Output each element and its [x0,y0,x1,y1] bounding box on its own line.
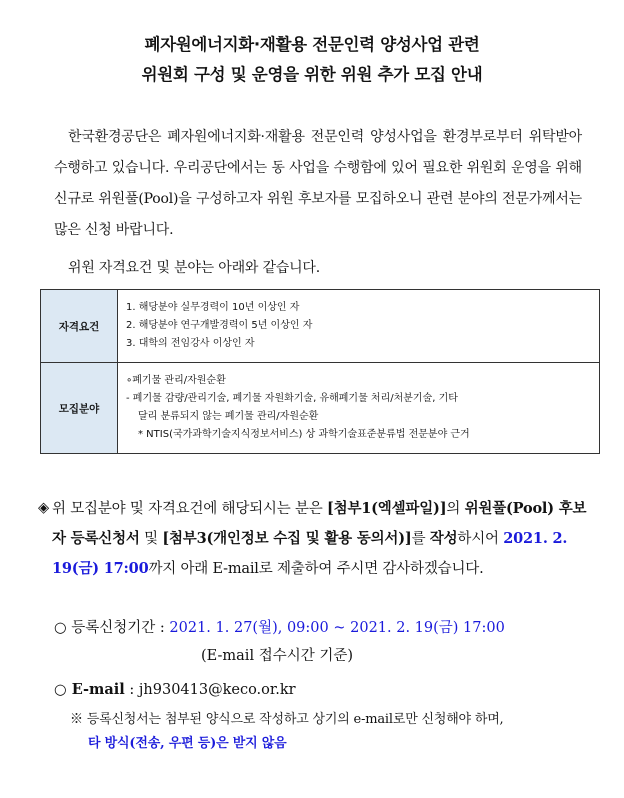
qualification-item: 1. 해당분야 실무경력이 10년 이상인 자 [126,302,300,313]
notice-text: 하시어 [457,531,504,547]
title-line-1: 폐자원에너지화·재활용 전문인력 양성사업 관련 [144,35,480,54]
qualification-item: 3. 대학의 전임강사 이상인 자 [126,338,255,349]
write-emphasis: 작성 [429,530,458,547]
form-name: 위원풀(Pool) 후보자 등록신청서 [52,500,587,547]
period-sub: (E-mail 접수시간 기준) [201,648,353,664]
attachment-1-label: [첨부1(엑셀파일)] [326,500,447,517]
lead-sentence: 위원 자격요건 및 분야는 아래와 같습니다. [68,260,321,276]
title-line-2: 위원회 구성 및 운영을 위한 위원 추가 모집 안내 [141,65,483,84]
notice-text: 까지 아래 E-mail로 제출하여 주시면 감사하겠습니다. [148,561,484,577]
submission-notice [38,494,592,584]
field-cell [118,363,600,454]
field-item: ∘폐기물 관리/자원순환 [126,375,226,386]
deadline: 2021. 2. 19(금) 17:00 [52,530,568,577]
notice-text: 의 [446,501,465,517]
attachment-3-label: [첨부3(개인정보 수집 및 활용 동의서)] [162,530,412,547]
email-address[interactable]: jh930413@keco.or.kr [138,682,296,698]
registration-period [54,614,505,670]
notice-text: 위 모집분야 및 자격요건에 해당되시는 분은 [52,501,327,517]
field-footnote: * NTIS(국가과학기술지식정보서비스) 상 과학기술표준분류법 전문분야 근거 [138,429,470,440]
field-header: 모집분야 [41,363,118,454]
field-item: - 폐기물 감량/관리기술, 폐기물 자원화기술, 유해폐기물 처리/처분기술, 기타 [126,393,458,404]
notice-text: 및 [139,531,163,547]
intro-paragraph: 한국환경공단은 폐자원에너지화·재활용 전문인력 양성사업을 환경부로부터 위탁받아 수행하고 있습니다. 우리공단에서는 동 사업을 수행함에 있어 필요한 위원회 운영을 위해 신규로 위원풀(Pool)을 구성하고자 위원 후보자를 모집하오니 관련 분야의 전문가께서는 많은 신청 바랍니다. [54,129,582,238]
notice-text: 를 [411,531,430,547]
email-line [54,676,296,704]
table-row-qualification [41,290,600,363]
footnote [70,708,590,756]
table-row-field [41,363,600,454]
requirements-table [40,289,600,454]
footnote-line-1: ※ 등록신청서는 첨부된 양식으로 작성하고 상기의 e-mail로만 신청해야 하며, [70,712,504,727]
footnote-line-2: 타 방식(전송, 우편 등)은 받지 않음 [88,736,287,751]
email-sep: : [124,682,139,698]
qualification-item: 2. 해당분야 연구개발경력이 5년 이상인 자 [126,320,313,331]
diamond-bullet-icon: ◈ [38,500,49,516]
email-label: ○ E-mail [54,681,125,698]
qualification-header: 자격요건 [41,290,118,363]
period-label: ○ 등록신청기간 : [54,620,170,636]
field-item: 달리 분류되지 않는 폐기물 관리/자원순환 [138,411,319,422]
qualification-cell [118,290,600,363]
period-value: 2021. 1. 27(월), 09:00 ~ 2021. 2. 19(금) 17:00 [169,620,505,636]
page-title [0,30,624,90]
